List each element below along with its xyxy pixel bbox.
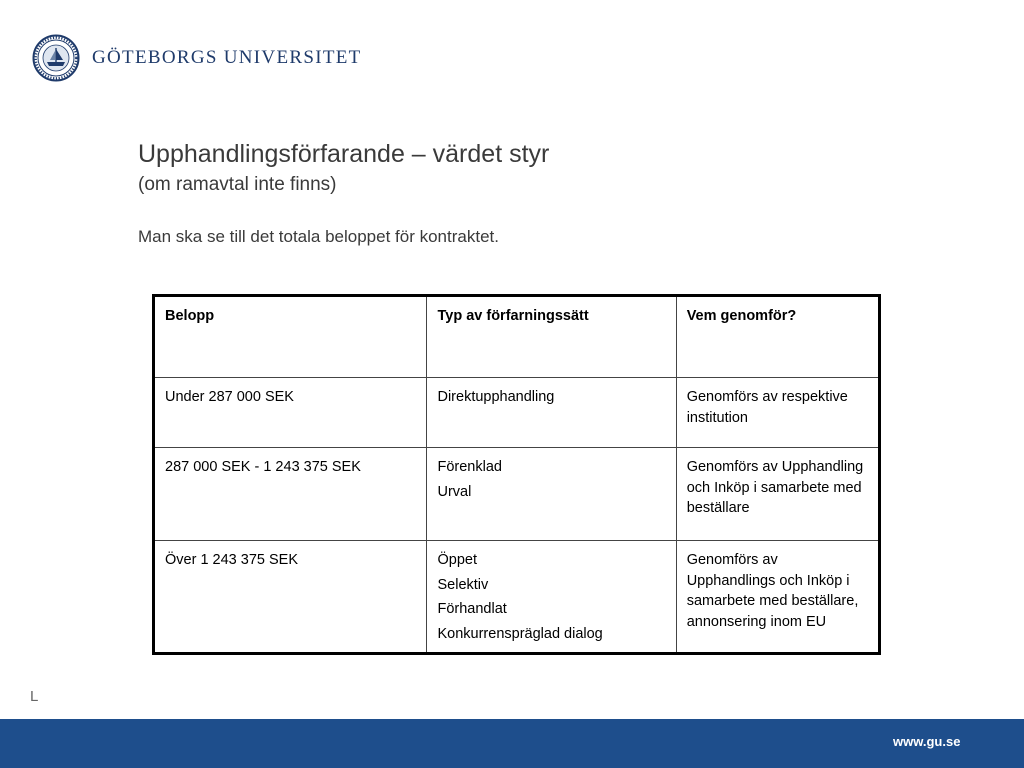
cell-procedures (427, 378, 676, 448)
table-row (154, 378, 880, 448)
slide-title: Upphandlingsförfarande – värdet styr (138, 140, 550, 168)
procedure-item: Öppet (437, 552, 477, 568)
cell-responsible: Genomförs av Upphandlings och Inköp i samarbete med beställare, annonsering inom EU (676, 541, 879, 654)
cell-procedures (427, 541, 676, 654)
procedure-item: Direktupphandling (437, 389, 555, 405)
table-header-row (154, 296, 880, 378)
cell-procedures (427, 448, 676, 541)
header-cell-procedure: Typ av förfarningssätt (427, 296, 676, 378)
cell-amount: Under 287 000 SEK (154, 378, 427, 448)
university-seal-icon (32, 34, 80, 82)
header-cell-amount: Belopp (154, 296, 427, 378)
stray-mark: L (30, 688, 39, 705)
header-cell-responsible: Vem genomför? (676, 296, 879, 378)
procedure-item: Selektiv (437, 576, 489, 593)
university-name: GÖTEBORGS UNIVERSITET (92, 47, 362, 68)
table-row (154, 541, 880, 654)
procedure-item: Urval (437, 483, 472, 500)
procedure-item: Konkurrenspräglad dialog (437, 625, 603, 642)
procurement-table (152, 294, 881, 655)
slide-intro-text: Man ska se till det totala beloppet för kontraktet. (138, 227, 499, 246)
cell-amount: 287 000 SEK - 1 243 375 SEK (154, 448, 427, 541)
cell-responsible: Genomförs av respektive institution (676, 378, 879, 448)
cell-responsible: Genomförs av Upphandling och Inköp i samarbete med beställare (676, 448, 879, 541)
cell-amount: Över 1 243 375 SEK (154, 541, 427, 654)
footer-bar (0, 719, 1024, 768)
slide-subtitle: (om ramavtal inte finns) (138, 174, 337, 195)
website-link[interactable]: www.gu.se (893, 734, 961, 749)
table-row (154, 448, 880, 541)
procedure-item: Förhandlat (437, 601, 507, 617)
procedure-item: Förenklad (437, 459, 502, 475)
university-logo (32, 34, 362, 82)
